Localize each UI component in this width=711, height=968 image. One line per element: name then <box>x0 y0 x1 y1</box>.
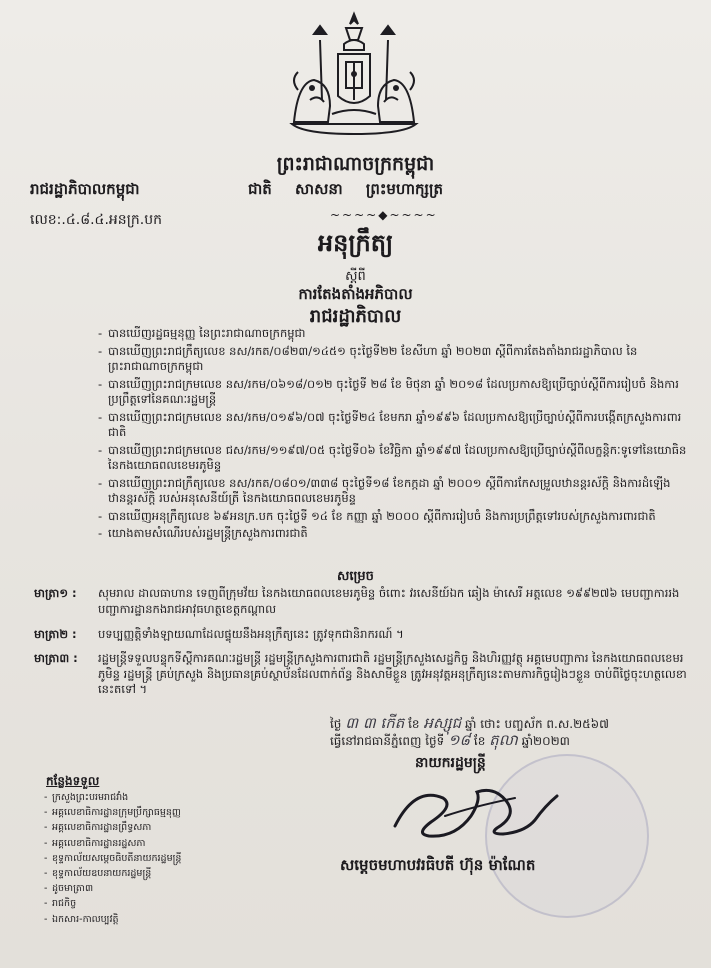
reference-item: - បានឃើញរដ្ឋធម្មនុញ្ញ នៃព្រះរាជាណាចក្រកម្ពុជា <box>98 326 688 342</box>
article-2 <box>34 627 694 643</box>
document-subject: ការតែងតាំងអភិបាល <box>298 285 413 303</box>
article-1 <box>34 586 694 617</box>
recipient-item: - ខុទ្ទកាល័យឧបនាយករដ្ឋមន្ត្រី <box>44 866 181 881</box>
reference-item: - បានឃើញព្រះរាជក្រឹត្យលេខ នស/រកត/០៨២៣/១៤៥១ ចុះថ្ងៃទី២២ ខែសីហា ឆ្នាំ ២០២៣ ស្ដីពីការតែងតាំងរាជរដ្ឋាភិបាល នៃព្រះរាជាណាចក្រកម្ពុជា <box>98 344 688 375</box>
royal-coat-of-arms <box>284 10 424 138</box>
solar-month-prefix: ខែ <box>473 734 486 748</box>
recipients-heading: កន្លែងទទួល <box>46 774 100 788</box>
article-label: មាត្រា១ : <box>34 586 77 600</box>
recipient-item: - ខុទ្ទកាល័យសម្ដេចធិបតីនាយករដ្ឋមន្ត្រី <box>44 851 181 866</box>
article-label: មាត្រា៣ : <box>34 651 78 665</box>
national-motto: ជាតិ សាសនា ព្រះមហាក្សត្រ <box>248 180 443 198</box>
document-subtitle-about: ស្ដីពី <box>345 269 366 284</box>
reference-number: លេខ:.៤.៨.៤.អនក្រ.បក <box>30 212 162 228</box>
recipient-item: - អគ្គលេខាធិការដ្ឋានរដ្ឋសភា <box>44 836 181 851</box>
article-label: មាត្រា២ : <box>34 627 77 641</box>
article-text: បទប្បញ្ញត្តិទាំងឡាយណាដែលផ្ទុយនឹងអនុក្រឹត្យនេះ ត្រូវទុកជានិរាករណ៍ ។ <box>98 627 404 641</box>
reference-item: - បានឃើញព្រះរាជក្រមលេខ នស/រកម/០៦១៨/០១២ ចុះថ្ងៃទី ២៨ ខែ មិថុនា ឆ្នាំ ២០១៨ ដែលប្រកាសឱ្យប្រើច្បាប់ស្ដីពីការរៀបចំ និងការប្រព្រឹត្តទៅនៃគណៈរដ្ឋមន្ត្រី <box>98 377 688 408</box>
legal-references-list <box>98 326 688 544</box>
issuing-authority: រាជរដ្ឋាភិបាលកម្ពុជា <box>30 180 140 198</box>
ornament-divider: ~~~~◆~~~~ <box>330 208 438 222</box>
reference-item: - បានឃើញព្រះរាជក្រឹត្យលេខ នស/រកត/០៨០១/៣៣៨ ចុះថ្ងៃទី១៨ ខែកក្កដា ឆ្នាំ ២០០១ ស្ដីពីការកែសម្រួលឋានន្តរស័ក្តិ និងការដំឡើងឋានន្តរស័ក្តិ របស់អនុសេនីយ៍ត្រី នៃកងយោធពលខេមរភូមិន្ទ <box>98 476 688 507</box>
recipient-item: - ដូចមាត្រា៣ <box>44 881 181 896</box>
solar-day-handwritten: ១៨ <box>448 731 471 749</box>
recipient-item: - អគ្គលេខាធិការដ្ឋានព្រឹទ្ធសភា <box>44 820 181 835</box>
lunar-date-prefix: ថ្ងៃ <box>330 717 342 731</box>
solar-year-text: ឆ្នាំ២០២៣ <box>521 734 570 748</box>
kingdom-heading: ព្រះរាជាណាចក្រកម្ពុជា <box>276 153 435 175</box>
article-text: សុមរាល ដាលធាហាន ទេញពីក្រុមវ័យ នៃកងយោធពលខេមរភូមិន្ទ ចំពោះ វរសេនីយ៍ឯក ឆៀង ម៉ាសេរី អត្តលេខ ១៩៩២៧៦ មេបញ្ជាការរង បញ្ជាការដ្ឋានកងរាជអាវុធហត្ថខេត្តកណ្ដាល <box>98 586 680 616</box>
recipient-item: - រាជកិច្ច <box>44 896 181 911</box>
recipients-list <box>44 790 181 927</box>
article-text: រដ្ឋមន្ត្រីទទួលបន្ទុកទីស្ដីការគណៈរដ្ឋមន្ត្រី រដ្ឋមន្ត្រីក្រសួងការពារជាតិ រដ្ឋមន្ត្រីក្រសួងសេដ្ឋកិច្ច និងហិរញ្ញវត្ថុ អគ្គមេបញ្ជាការ នៃកងយោធពលខេមរភូមិន្ទ រដ្ឋមន្ត្រី គ្រប់ក្រសួង និងប្រធានគ្រប់ស្ថាប័នដែលពាក់ព័ន្ធ និងសាមីខ្លួន ត្រូវអនុវត្តអនុក្រឹត្យនេះតាមភារកិច្ចរៀងៗខ្លួន ចាប់ពីថ្ងៃចុះហត្ថលេខានេះតទៅ ។ <box>98 651 687 696</box>
signatory-name: សម្ដេចមហាបវរធិបតី ហ៊ុន ម៉ាណែត <box>340 856 536 874</box>
lunar-month-prefix: ខែ <box>408 717 420 731</box>
lunar-year-text: ឆ្នាំ ថោះ បញ្ចស័ក ព.ស.២៥៦៧ <box>464 717 610 731</box>
solar-date-line <box>330 731 680 753</box>
reference-item: - យោងតាមសំណើរបស់រដ្ឋមន្ត្រីក្រសួងការពារជាតិ <box>98 526 688 542</box>
solar-month-handwritten: តុលា <box>489 731 518 749</box>
recipient-item: - ឯកសារ-កាលប្បវត្តិ <box>44 912 181 927</box>
reference-item: - បានឃើញព្រះរាជក្រមលេខ នស/រកម/០១៩៦/០៧ ចុះថ្ងៃទី២៤ ខែមករា ឆ្នាំ១៩៩៦ ដែលប្រកាសឱ្យប្រើច្បាប់ស្ដីពីការបង្កើតក្រសួងការពារជាតិ <box>98 410 688 441</box>
reference-item: - បានឃើញព្រះរាជក្រមលេខ ជស/រកម/១១៩៧/០៥ ចុះថ្ងៃទី០៦ ខែវិច្ឆិកា ឆ្នាំ១៩៩៧ ដែលប្រកាសឱ្យប្រើច្បាប់ស្ដីពីលក្ខន្តិកៈទូទៅនៃយោធិន នៃកងយោធពលខេមរភូមិន្ទ <box>98 443 688 474</box>
decision-heading: សម្រេច <box>337 569 374 584</box>
handwritten-signature <box>385 776 565 846</box>
signatory-title: នាយករដ្ឋមន្ត្រី <box>415 755 486 771</box>
recipient-item: - ក្រសួងព្រះបរមរាជវាំង <box>44 790 181 805</box>
reference-item: - បានឃើញអនុក្រឹត្យលេខ ៦៩អនក្រ.បក ចុះថ្ងៃទី ១៤ ខែ កញ្ញា ឆ្នាំ ២០០០ ស្ដីពីការរៀបចំ និងការប្រព្រឹត្តទៅរបស់ក្រសួងការពារជាតិ <box>98 509 688 525</box>
government-heading: រាជរដ្ឋាភិបាល <box>309 306 402 327</box>
solar-date-prefix: ធ្វើនៅរាជធានីភ្នំពេញ ថ្ងៃទី <box>330 734 445 748</box>
lunar-day-handwritten: ៣ ៣ កើត <box>345 714 405 732</box>
lunar-month-handwritten: អស្សុជ <box>423 714 462 732</box>
article-3 <box>34 651 694 698</box>
document-title: អនុក្រឹត្យ <box>317 229 394 257</box>
recipient-item: - អគ្គលេខាធិការដ្ឋានក្រុមប្រឹក្សាធម្មនុញ្ញ <box>44 805 181 820</box>
